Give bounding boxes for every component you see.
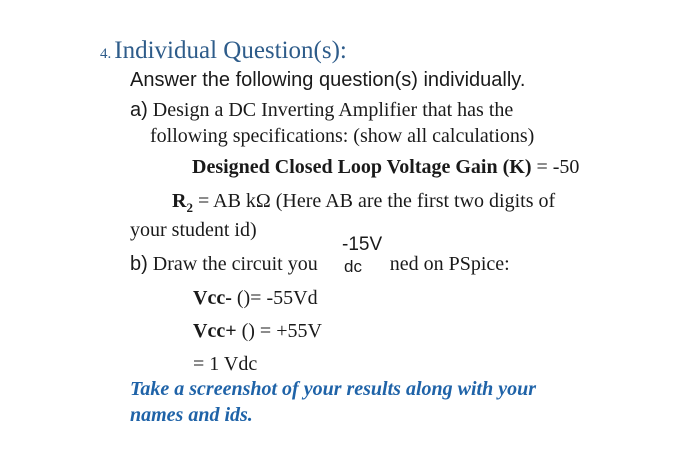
- spec-r2-text: = AB kΩ (Here AB are the first two digits of: [192, 190, 556, 212]
- part-b-line: [130, 253, 510, 276]
- screenshot-instruction: [130, 376, 536, 428]
- part-b-text: Draw the circuit you: [147, 253, 318, 275]
- screenshot-instruction-line1: Take a screenshot of your results along with your: [130, 378, 536, 400]
- overlay-dc-label: dc: [336, 257, 372, 277]
- question-title: Individual Question(s):: [114, 37, 347, 64]
- vcc-plus-value: () = +55V: [236, 320, 322, 342]
- vcc-plus-line: [193, 320, 322, 343]
- vcc-minus-value: ()= -55Vd: [231, 287, 318, 309]
- part-b-prefix: b): [130, 253, 148, 275]
- spec-r2-symbol: $R_2$: [172, 190, 193, 215]
- spec-r2: [172, 190, 555, 216]
- vcc-plus-label: Vcc+: [193, 320, 237, 342]
- spec-r2-continuation: your student id): [130, 219, 257, 241]
- part-a-line2: following specifications: (show all calculations): [150, 125, 535, 147]
- spec-gain: [192, 156, 579, 179]
- overlay-voltage-label: -15V: [336, 234, 388, 256]
- part-a-line1: [130, 99, 513, 122]
- screenshot-instruction-line2: names and ids.: [130, 404, 253, 426]
- intro-text: Answer the following question(s) individually.: [130, 69, 526, 91]
- part-a-text: Design a DC Inverting Amplifier that has the: [147, 99, 514, 121]
- spec-gain-label: Designed Closed Loop Voltage Gain (K): [192, 156, 532, 178]
- vdc-line: = 1 Vdc: [193, 353, 258, 375]
- part-a-prefix: a): [130, 99, 148, 121]
- spec-gain-value: = -50: [531, 156, 580, 178]
- vcc-minus-line: [193, 287, 318, 310]
- question-number: 4.: [100, 46, 112, 62]
- part-b-tail: ned on PSpice:: [389, 253, 510, 275]
- question-heading: [100, 37, 347, 65]
- vcc-minus-label: Vcc-: [193, 287, 232, 309]
